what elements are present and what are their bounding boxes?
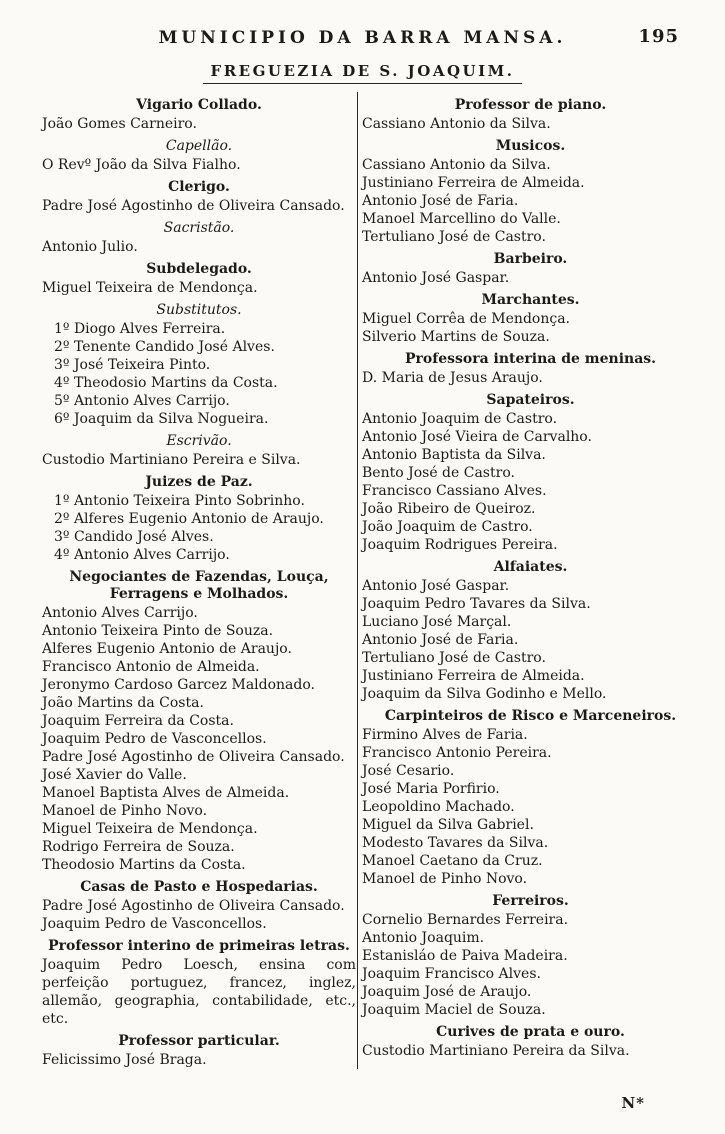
entry-line: 3º Candido José Alves. bbox=[54, 529, 214, 545]
entry-line: Manoel Marcellino do Valle. bbox=[362, 211, 561, 227]
section-heading: Subdelegado. bbox=[146, 261, 252, 277]
entry-line: Modesto Tavares da Silva. bbox=[362, 835, 549, 851]
entry-line: Joaquim Ferreira da Costa. bbox=[42, 713, 234, 729]
entry-line: Rodrigo Ferreira de Souza. bbox=[42, 839, 235, 855]
entry-line: Bento José de Castro. bbox=[362, 465, 515, 481]
entry-line: Antonio José de Faria. bbox=[362, 632, 519, 648]
entry-line: João Joaquim de Castro. bbox=[362, 519, 533, 535]
page-number: 195 bbox=[638, 26, 679, 47]
freguezia-title: FREGUEZIA DE S. JOAQUIM. bbox=[203, 62, 523, 84]
entry-line: Custodio Martiniano Pereira e Silva. bbox=[42, 452, 301, 468]
entry-line: Joaquim Pedro Tavares da Silva. bbox=[362, 596, 591, 612]
entry-line: Padre José Agostinho de Oliveira Cansado. bbox=[42, 898, 345, 914]
section-heading: Capellão. bbox=[165, 138, 233, 154]
entry-line: Francisco Antonio de Almeida. bbox=[42, 659, 260, 675]
entry-line: Manoel Caetano da Cruz. bbox=[362, 853, 543, 869]
entry-line: Manoel de Pinho Novo. bbox=[362, 871, 528, 887]
entry-line: Antonio José Gaspar. bbox=[362, 578, 510, 594]
entry-line: Joaquim José de Araujo. bbox=[362, 984, 532, 1000]
entry-line: O Revº João da Silva Fialho. bbox=[42, 157, 241, 173]
section-heading: Barbeiro. bbox=[493, 251, 568, 267]
section-heading: Curives de prata e ouro. bbox=[436, 1024, 625, 1040]
entry-line: João Martins da Costa. bbox=[42, 695, 204, 711]
entry-line: Joaquim Rodrigues Pereira. bbox=[362, 537, 558, 553]
section-heading: Sapateiros. bbox=[486, 392, 575, 408]
entry-line: Cassiano Antonio da Silva. bbox=[362, 157, 551, 173]
section-heading: Alfaiates. bbox=[493, 559, 568, 575]
entry-line: Cornelio Bernardes Ferreira. bbox=[362, 912, 569, 928]
entry-line: Miguel Corrêa de Mendonça. bbox=[362, 311, 570, 327]
entry-line: Antonio Joaquim de Castro. bbox=[362, 411, 558, 427]
entry-line: 4º Theodosio Martins da Costa. bbox=[54, 375, 278, 391]
entry-line: Francisco Cassiano Alves. bbox=[362, 483, 547, 499]
entry-line: Antonio José Vieira de Carvalho. bbox=[362, 429, 592, 445]
section-heading: Vigario Collado. bbox=[136, 97, 262, 113]
entry-line: Custodio Martiniano Pereira da Silva. bbox=[362, 1043, 630, 1059]
entry-line: José Cesario. bbox=[362, 763, 455, 779]
entry-line: Antonio Julio. bbox=[42, 239, 138, 255]
entry-line: João Gomes Carneiro. bbox=[42, 116, 197, 132]
two-column-layout bbox=[0, 92, 725, 1069]
section-heading: Juizes de Paz. bbox=[145, 474, 253, 490]
entry-line: Joaquim Pedro de Vasconcellos. bbox=[42, 916, 267, 932]
entry-line: Luciano José Marçal. bbox=[362, 614, 512, 630]
entry-line: 1º Diogo Alves Ferreira. bbox=[54, 321, 226, 337]
entry-line: Manoel de Pinho Novo. bbox=[42, 803, 208, 819]
entry-line: Theodosio Martins da Costa. bbox=[42, 857, 246, 873]
entry-line: Antonio José Gaspar. bbox=[362, 270, 510, 286]
entry-line: 3º José Teixeira Pinto. bbox=[54, 357, 211, 373]
entry-line: Antonio Joaquim. bbox=[362, 930, 485, 946]
page-header bbox=[0, 0, 725, 48]
section-heading: Professora interina de meninas. bbox=[404, 351, 657, 367]
section-heading: Escrivão. bbox=[166, 433, 232, 449]
entry-line: Padre José Agostinho de Oliveira Cansado. bbox=[42, 198, 345, 214]
entry-line: Joaquim Pedro Loesch, ensina com perfeição portuguez, francez, inglez, allemão, geographia, contabilidade, etc., etc. bbox=[42, 957, 356, 1027]
entry-line: Antonio Baptista da Silva. bbox=[362, 447, 546, 463]
signature-mark: N* bbox=[621, 1094, 645, 1112]
entry-line: Leopoldino Machado. bbox=[362, 799, 515, 815]
entry-line: D. Maria de Jesus Araujo. bbox=[362, 370, 543, 386]
entry-line: José Maria Porfirio. bbox=[362, 781, 500, 797]
entry-line: Antonio Teixeira Pinto de Souza. bbox=[42, 623, 274, 639]
municipality-title: MUNICIPIO DA BARRA MANSA. bbox=[158, 28, 567, 48]
entry-line: Manoel Baptista Alves de Almeida. bbox=[42, 785, 290, 801]
section-heading: Marchantes. bbox=[481, 292, 580, 308]
entry-line: Tertuliano José de Castro. bbox=[362, 650, 546, 666]
entry-line: Antonio Alves Carrijo. bbox=[42, 605, 198, 621]
entry-line: Joaquim Francisco Alves. bbox=[362, 966, 541, 982]
entry-line: Tertuliano José de Castro. bbox=[362, 229, 546, 245]
entry-line: João Ribeiro de Queiroz. bbox=[362, 501, 536, 517]
section-heading: Musicos. bbox=[495, 138, 566, 154]
section-heading: Professor de piano. bbox=[454, 97, 607, 113]
entry-line: Joaquim Maciel de Souza. bbox=[362, 1002, 546, 1018]
entry-line: Joaquim Pedro de Vasconcellos. bbox=[42, 731, 267, 747]
section-heading: Professor interino de primeiras letras. bbox=[48, 938, 350, 954]
entry-line: Cassiano Antonio da Silva. bbox=[362, 116, 551, 132]
subtitle-wrap bbox=[0, 61, 725, 84]
entry-line: Miguel Teixeira de Mendonça. bbox=[42, 821, 258, 837]
section-heading: Carpinteiros de Risco e Marceneiros. bbox=[384, 708, 677, 724]
entry-line: 5º Antonio Alves Carrijo. bbox=[54, 393, 230, 409]
entry-line: 4º Antonio Alves Carrijo. bbox=[54, 547, 230, 563]
entry-line: Joaquim da Silva Godinho e Mello. bbox=[362, 686, 607, 702]
entry-line: Justiniano Ferreira de Almeida. bbox=[362, 175, 585, 191]
entry-line: Antonio José de Faria. bbox=[362, 193, 519, 209]
section-heading: Professor particular. bbox=[118, 1033, 280, 1049]
entry-line: 1º Antonio Teixeira Pinto Sobrinho. bbox=[54, 493, 305, 509]
entry-line: Justiniano Ferreira de Almeida. bbox=[362, 668, 585, 684]
entry-line: Jeronymo Cardoso Garcez Maldonado. bbox=[42, 677, 315, 693]
entry-line: Miguel da Silva Gabriel. bbox=[362, 817, 534, 833]
entry-line: Miguel Teixeira de Mendonça. bbox=[42, 280, 258, 296]
section-heading: Ferreiros. bbox=[492, 893, 569, 909]
entry-line: 2º Alferes Eugenio Antonio de Araujo. bbox=[54, 511, 324, 527]
section-heading: Negociantes de Fazendas, Louça, Ferragens e Molhados. bbox=[69, 569, 329, 602]
entry-line: Francisco Antonio Pereira. bbox=[362, 745, 552, 761]
entry-line: José Xavier do Valle. bbox=[42, 767, 187, 783]
entry-line: Firmino Alves de Faria. bbox=[362, 727, 528, 743]
section-heading: Substitutos. bbox=[156, 302, 242, 318]
right-column bbox=[357, 92, 725, 1069]
entry-line: Silverio Martins de Souza. bbox=[362, 329, 550, 345]
entry-line: Padre José Agostinho de Oliveira Cansado. bbox=[42, 749, 345, 765]
entry-line: Estanisláo de Paiva Madeira. bbox=[362, 948, 568, 964]
entry-line: 6º Joaquim da Silva Nogueira. bbox=[54, 411, 269, 427]
section-heading: Sacristão. bbox=[163, 220, 235, 236]
section-heading: Casas de Pasto e Hospedarias. bbox=[80, 879, 318, 895]
section-heading: Clerigo. bbox=[168, 179, 230, 195]
entry-line: Felicissimo José Braga. bbox=[42, 1052, 207, 1068]
entry-line: Alferes Eugenio Antonio de Araujo. bbox=[42, 641, 292, 657]
entry-line: 2º Tenente Candido José Alves. bbox=[54, 339, 275, 355]
left-column bbox=[0, 92, 357, 1069]
